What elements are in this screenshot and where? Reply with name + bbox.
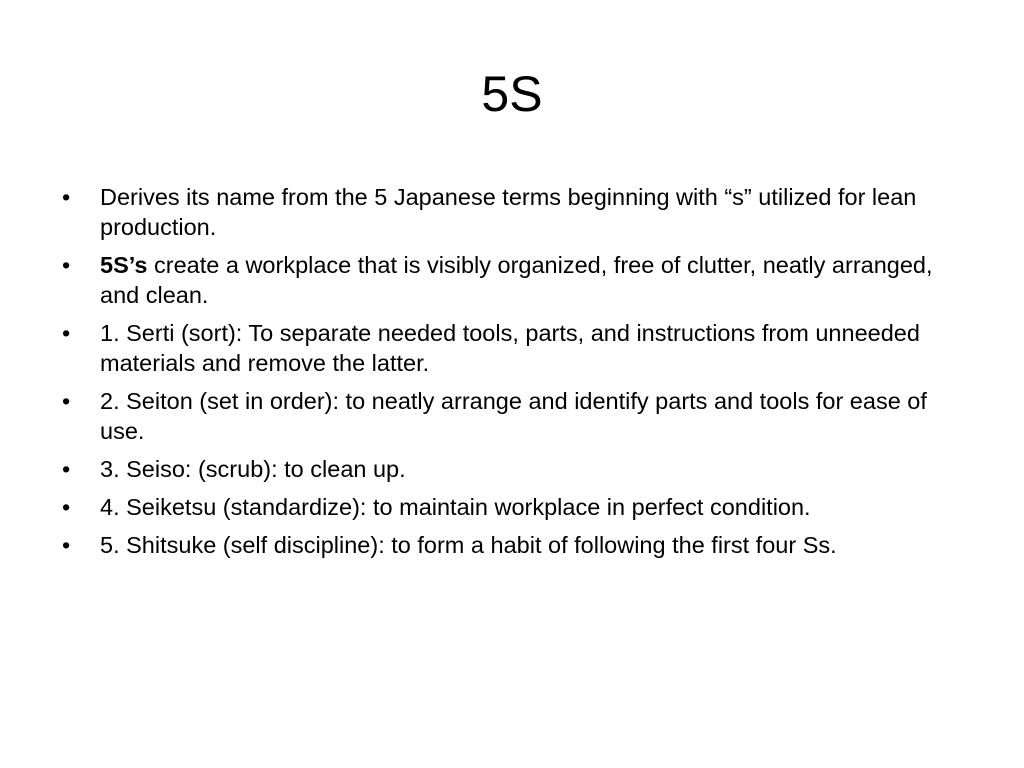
bullet-item-seiketsu: [62, 492, 972, 522]
bullet-item-5s-purpose: [62, 250, 972, 310]
bullet-text: 3. Seiso: (scrub): to clean up.: [100, 456, 406, 482]
bullet-text: create a workplace that is visibly organized, free of clutter, neatly arranged, and clean.: [100, 252, 933, 308]
bullet-text: 5. Shitsuke (self discipline): to form a habit of following the first four Ss.: [100, 532, 837, 558]
bullet-icon: •: [62, 388, 71, 414]
bullet-text: 1. Serti (sort): To separate needed tools, parts, and instructions from unneeded materials and remove the latter.: [100, 320, 920, 376]
bullet-item-seiton: [62, 386, 972, 446]
bullet-text: 4. Seiketsu (standardize): to maintain workplace in perfect condition.: [100, 494, 811, 520]
bullet-icon: •: [62, 456, 71, 482]
bullet-text: Derives its name from the 5 Japanese terms beginning with “s” utilized for lean production.: [100, 184, 917, 240]
bullet-text: 2. Seiton (set in order): to neatly arrange and identify parts and tools for ease of use.: [100, 388, 927, 444]
bullet-item-shitsuke: [62, 530, 972, 560]
bullet-item-seiso: [62, 454, 972, 484]
bullet-bold-lead: 5S’s: [100, 252, 148, 278]
bullet-item-serti: [62, 318, 972, 378]
bullet-item-name-origin: [62, 182, 972, 242]
slide-title: 5S: [481, 66, 543, 122]
bullet-icon: •: [62, 494, 71, 520]
bullet-icon: •: [62, 532, 71, 558]
bullet-icon: •: [62, 184, 71, 210]
bullet-icon: •: [62, 320, 71, 346]
bullet-icon: •: [62, 252, 71, 278]
bullet-list: [62, 182, 972, 568]
